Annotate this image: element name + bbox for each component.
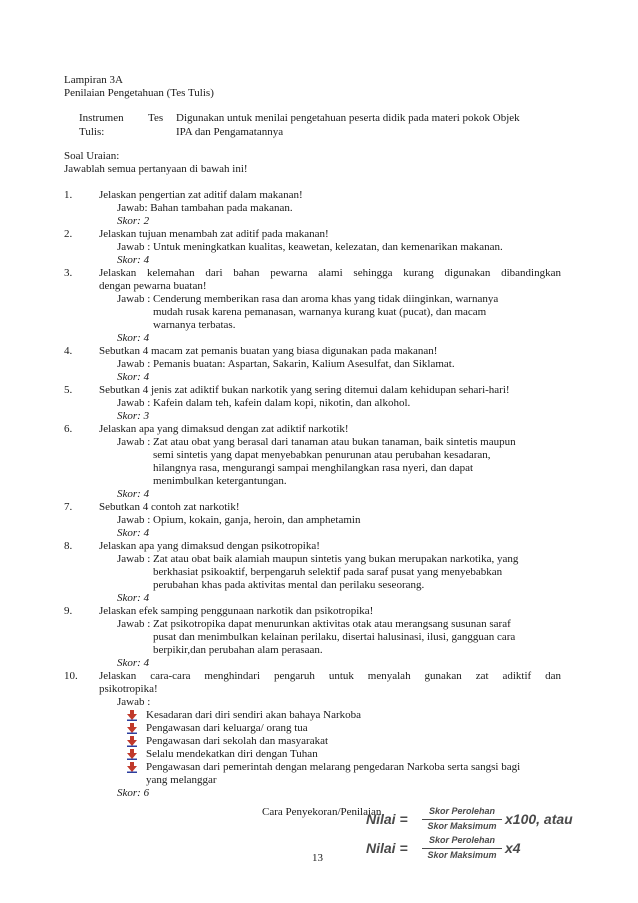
- answer-text: Jawab : Kafein dalam teh, kafein dalam kopi, nikotin, dan alkohol.: [117, 397, 411, 409]
- score-label: Skor: 3: [117, 410, 150, 422]
- answer-text: Jawab : Zat atau obat yang berasal dari tanaman atau bukan tanaman, baik sintetis maupun: [117, 436, 516, 448]
- arrow-bullet-icon: [126, 722, 138, 734]
- question-number: 9.: [64, 605, 73, 617]
- answer-text-cont: pusat dan menimbulkan kelainan perilaku, disertai halusinasi, ilusi, gangguan cara: [153, 631, 516, 643]
- instrumen-description: Digunakan untuk menilai pengetahuan peserta didik pada materi pokok Objek: [176, 112, 520, 124]
- arrow-bullet-icon: [126, 709, 138, 721]
- list-item: Pengawasan dari keluarga/ orang tua: [146, 722, 308, 734]
- question-text: Jelaskan tujuan menambah zat aditif pada makanan!: [99, 228, 329, 240]
- question-number: 4.: [64, 345, 73, 357]
- formula-lhs: Nilai =: [366, 840, 408, 856]
- answer-text: Jawab :: [117, 696, 151, 708]
- question-number: 2.: [64, 228, 73, 240]
- list-item: Pengawasan dari sekolah dan masyarakat: [146, 735, 329, 747]
- formula-numerator: Skor Perolehan: [428, 835, 496, 845]
- question-number: 8.: [64, 540, 73, 552]
- question-number: 6.: [64, 423, 73, 435]
- question-text: Jelaskan pengertian zat aditif dalam makanan!: [99, 189, 303, 201]
- score-label: Skor: 4: [117, 254, 150, 266]
- question-text: Sebutkan 4 contoh zat narkotik!: [99, 501, 240, 513]
- score-label: Skor: 2: [117, 215, 150, 227]
- list-item: Pengawasan dari pemerintah dengan melarang pengedaran Narkoba serta sangsi bagi: [146, 761, 521, 773]
- instrumen-label-tes: Tes: [148, 112, 164, 124]
- fraction-bar: [422, 848, 502, 849]
- question-text: Jelaskan apa yang dimaksud dengan zat adiktif narkotik!: [99, 423, 349, 435]
- answer-text: Jawab : Zat psikotropika dapat menurunkan aktivitas otak atau merangsang susunan saraf: [117, 618, 511, 630]
- formula-rhs: x4: [505, 840, 521, 856]
- soal-instruction: Jawablah semua pertanyaan di bawah ini!: [64, 163, 248, 175]
- answer-text-cont: perubahan khas pada aktivitas mental dan perilaku seseorang.: [153, 579, 425, 591]
- answer-text-cont: mudah rusak karena pemanasan, warnanya kurang kuat (pucat), dan macam: [153, 306, 487, 318]
- answer-text: Jawab : Cenderung memberikan rasa dan aroma khas yang tidak diinginkan, warnanya: [117, 293, 499, 305]
- question-text: Jelaskan kelemahan dari bahan pewarna alami sehingga kurang digunakan dibandingkan: [99, 267, 561, 279]
- answer-text: Jawab : Pemanis buatan: Aspartan, Sakarin, Kalium Asesulfat, dan Siklamat.: [117, 358, 455, 370]
- section-title: Penilaian Pengetahuan (Tes Tulis): [64, 87, 214, 99]
- answer-text: Jawab: Bahan tambahan pada makanan.: [117, 202, 293, 214]
- answer-text: Jawab : Untuk meningkatkan kualitas, keawetan, kelezatan, dan kemenarikan makanan.: [117, 241, 503, 253]
- formula-denominator: Skor Maksimum: [427, 821, 497, 831]
- answer-text: Jawab : Zat atau obat baik alamiah maupun sintetis yang bukan merupakan narkotika, yang: [117, 553, 519, 565]
- arrow-bullet-icon: [126, 761, 138, 773]
- answer-text-cont: menimbulkan ketergantungan.: [153, 475, 287, 487]
- appendix-label: Lampiran 3A: [64, 74, 123, 86]
- scoring-formula-4: [366, 833, 521, 865]
- question-number: 10.: [64, 670, 78, 682]
- formula-rhs: x100, atau: [505, 811, 573, 827]
- list-item-cont: yang melanggar: [146, 774, 217, 786]
- fraction-bar: [422, 819, 502, 820]
- answer-text-cont: semi sintetis yang dapat menyebabkan penurunan atau perubahan kesadaran,: [153, 449, 491, 461]
- question-text: Jelaskan cara-cara menghindari pengaruh untuk menyalah gunakan zat adiktif dan: [99, 670, 561, 682]
- arrow-bullet-icon: [126, 748, 138, 760]
- question-text-cont: dengan pewarna buatan!: [99, 280, 207, 292]
- answer-text-cont: berkhasiat psikoaktif, berpengaruh selektif pada saraf pusat yang menyebabkan: [153, 566, 503, 578]
- score-label: Skor: 4: [117, 657, 150, 669]
- question-text: Sebutkan 4 macam zat pemanis buatan yang biasa digunakan pada makanan!: [99, 345, 438, 357]
- question-number: 5.: [64, 384, 73, 396]
- instrumen-description-cont: IPA dan Pengamatannya: [176, 126, 284, 138]
- question-number: 1.: [64, 189, 73, 201]
- answer-text: Jawab : Opium, kokain, ganja, heroin, dan amphetamin: [117, 514, 361, 526]
- answer-text-cont: warnanya terbatas.: [153, 319, 236, 331]
- score-label: Skor: 4: [117, 527, 150, 539]
- formula-lhs: Nilai =: [366, 811, 408, 827]
- question-number: 3.: [64, 267, 73, 279]
- instrumen-label-tulis: Tulis:: [79, 126, 105, 138]
- question-number: 7.: [64, 501, 73, 513]
- answer-text-cont: berpikir,dan perubahan alam perasaan.: [153, 644, 323, 656]
- score-label: Skor: 6: [117, 787, 150, 799]
- scoring-formula-100: [366, 804, 572, 836]
- question-text: Jelaskan efek samping penggunaan narkotik dan psikotropika!: [99, 605, 374, 617]
- list-item: Kesadaran dari diri sendiri akan bahaya Narkoba: [146, 709, 362, 721]
- question-text-cont: psikotropika!: [99, 683, 158, 695]
- soal-title: Soal Uraian:: [64, 150, 120, 162]
- score-label: Skor: 4: [117, 371, 150, 383]
- instrumen-label: Instrumen: [79, 112, 124, 124]
- list-item: Selalu mendekatkan diri dengan Tuhan: [146, 748, 318, 760]
- score-label: Skor: 4: [117, 592, 150, 604]
- question-text: Sebutkan 4 jenis zat adiktif bukan narkotik yang sering ditemui dalam kehidupan sehari-hari!: [99, 384, 510, 396]
- question-text: Jelaskan apa yang dimaksud dengan psikotropika!: [99, 540, 320, 552]
- formula-numerator: Skor Perolehan: [428, 806, 496, 816]
- score-label: Skor: 4: [117, 488, 150, 500]
- arrow-bullet-icon: [126, 735, 138, 747]
- score-label: Skor: 4: [117, 332, 150, 344]
- answer-text-cont: hilangnya rasa, mengurangi sampai menghilangkan rasa nyeri, dan dapat: [153, 462, 474, 474]
- page-number: 13: [312, 852, 323, 864]
- scoring-title: Cara Penyekoran/Penilaian: [262, 806, 382, 818]
- formula-denominator: Skor Maksimum: [427, 850, 497, 860]
